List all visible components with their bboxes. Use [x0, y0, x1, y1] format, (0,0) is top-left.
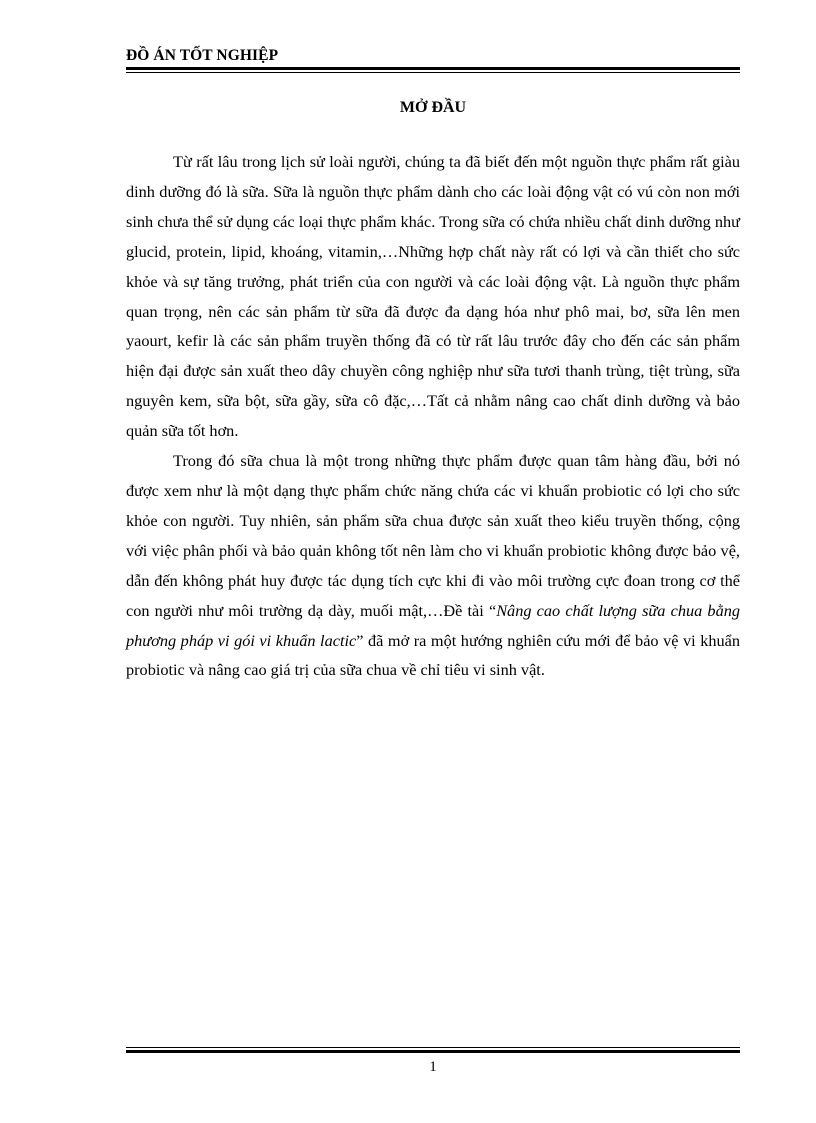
header-rule-thin	[126, 72, 740, 73]
paragraph-2-text-after: ” đã mở ra một hướng nghiên cứu mới để bảo vệ vi khuẩn probiotic và nâng cao giá trị của sữa chua về chỉ tiêu vi sinh vật.	[126, 630, 741, 680]
page-number: 1	[429, 1059, 437, 1075]
page-title: MỞ ĐẦU	[399, 99, 467, 116]
footer-rule-thick	[126, 1050, 740, 1053]
footer-rule-thin	[126, 1047, 740, 1048]
header-rule-thick	[126, 67, 740, 70]
header-title: ĐỒ ÁN TỐT NGHIỆP	[126, 47, 279, 64]
paragraph-2	[126, 446, 740, 685]
thesis-title-italic: Nâng cao chất lượng sữa chua bằng phương pháp vi gói vi khuẩn lactic	[126, 600, 740, 650]
paragraph-2-text-before: Trong đó sữa chua là một trong những thực phẩm được quan tâm hàng đầu, bởi nó được xem như là một dạng thực phẩm chức năng chứa các vi khuẩn probiotic có lợi cho sức khỏe con người. Tuy nhiên, sản phẩm sữa chua được sản xuất theo kiểu truyền thống, cộng với việc phân phối và bảo quản không tốt nên làm cho vi khuẩn probiotic không được bảo vệ, dẫn đến không phát huy được tác dụng tích cực khi đi vào môi trường cực đoan trong cơ thể con người như môi trường dạ dày, muối mật,…Đề tài “	[126, 451, 740, 620]
paragraph-1: Từ rất lâu trong lịch sử loài người, chúng ta đã biết đến một nguồn thực phẩm rất giàu dinh dưỡng đó là sữa. Sữa là nguồn thực phẩm dành cho các loài động vật có vú còn non mới sinh chưa thể sử dụng các loại thực phẩm khác. Trong sữa có chứa nhiều chất dinh dưỡng như glucid, protein, lipid, khoáng, vitamin,…Những hợp chất này rất có lợi và cần thiết cho sức khỏe và sự tăng trưởng, phát triển của con người và các loài động vật. Là nguồn thực phẩm quan trọng, nên các sản phẩm từ sữa đã được đa dạng hóa như phô mai, bơ, sữa lên men yaourt, kefir là các sản phẩm truyền thống đã có từ rất lâu trước đây cho đến các sản phẩm hiện đại được sản xuất theo dây chuyền công nghiệp như sữa tươi thanh trùng, tiệt trùng, sữa nguyên kem, sữa bột, sữa gầy, sữa cô đặc,…Tất cả nhằm nâng cao chất dinh dưỡng và bảo quản sữa tốt hơn.	[126, 152, 740, 441]
body-text	[126, 147, 740, 685]
